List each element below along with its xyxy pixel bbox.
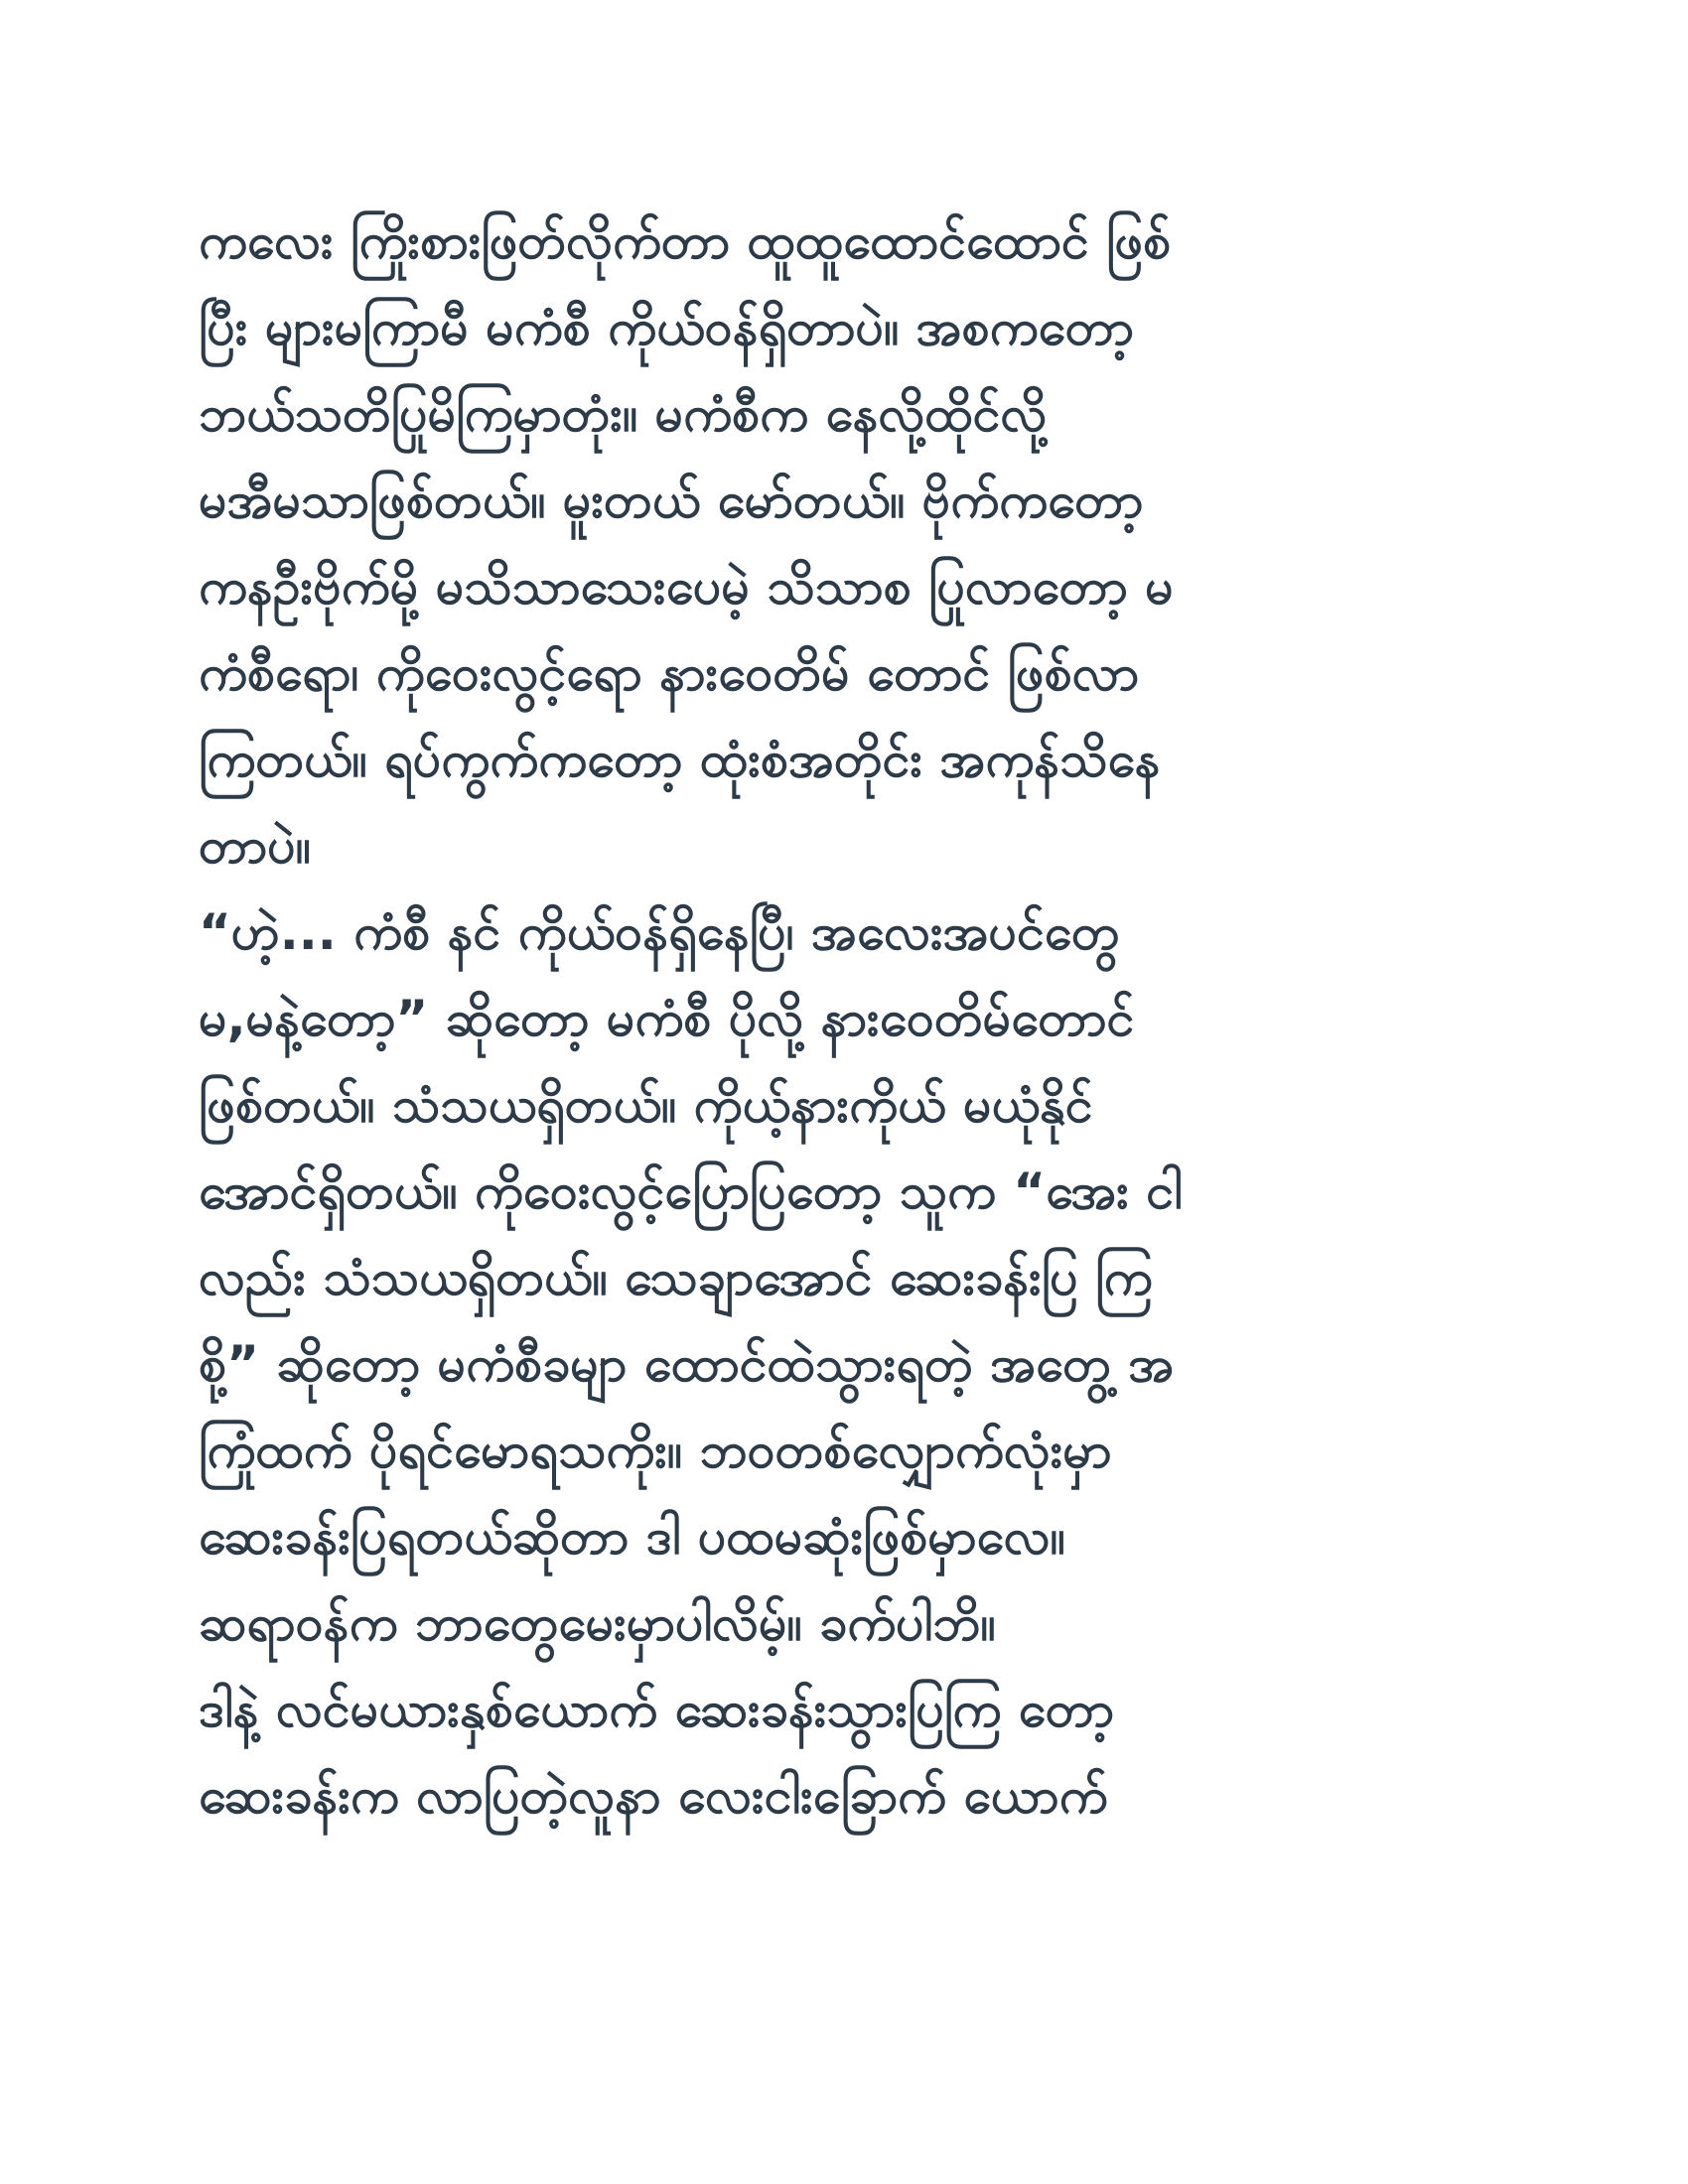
text-line-9: “ဟဲ့... ကံစီ နင် ကိုယ်ဝန်ရှိနေပြီ၊ အလေးအပင်တွေ xyxy=(199,903,1120,961)
text-line-15: ကြုံထက် ပိုရင်မောရသကိုး။ ဘဝတစ်လျှောက်လုံးမှာ xyxy=(199,1422,1112,1479)
body-text xyxy=(199,199,1489,1840)
text-line-8: တာပဲ။ xyxy=(199,817,311,875)
text-line-10: မ,မနဲ့တော့” ဆိုတော့ မကံစီ ပိုလို့ နားဝေတိမ်တောင် xyxy=(199,990,1135,1047)
text-line-11: ဖြစ်တယ်။ သံသယရှိတယ်။ ကိုယ့်နားကိုယ် မယုံနိုင် xyxy=(199,1076,1093,1134)
text-line-12: အောင်ရှိတယ်။ ကိုဝေးလွင့်ပြောပြတော့ သူက “အေး ငါ xyxy=(199,1162,1183,1220)
text-line-17: ဆရာဝန်က ဘာတွေမေးမှာပါလိမ့်။ ခက်ပါဘိ။ xyxy=(199,1594,996,1652)
text-line-18: ဒါနဲ့ လင်မယားနှစ်ယောက် ဆေးခန်းသွားပြကြ တော့ xyxy=(199,1681,1115,1738)
text-line-7: ကြတယ်။ ရပ်ကွက်ကတော့ ထုံးစံအတိုင်း အကုန်သိနေ xyxy=(199,731,1161,788)
text-line-1: ကလေး ကြိုးစားဖြတ်လိုက်တာ ထူထူထောင်ထောင် ဖြစ် xyxy=(199,212,1172,270)
text-line-13: လည်း သံသယရှိတယ်။ သေချာအောင် ဆေးခန်းပြ ကြ xyxy=(199,1249,1153,1306)
text-line-6: ကံစီရော၊ ကိုဝေးလွင့်ရော နားဝေတိမ် တောင် ဖြစ်လာ xyxy=(199,644,1140,702)
text-line-5: ကနဦးဗိုက်မို့ မသိသာသေးပေမဲ့ သိသာစ ပြုလာတော့ မ xyxy=(199,558,1174,615)
text-line-16: ဆေးခန်းပြရတယ်ဆိုတာ ဒါ ပထမဆုံးဖြစ်မှာလေ။ xyxy=(199,1508,1065,1566)
text-line-4: မအီမသာဖြစ်တယ်။ မူးတယ် မော်တယ်။ ဗိုက်ကတော့ xyxy=(199,472,1144,529)
text-line-3: ဘယ်သတိပြုမိကြမှာတုံး။ မကံစီက နေလို့ထိုင်လို့ xyxy=(199,385,1048,443)
text-line-14: စို့” ဆိုတော့ မကံစီခမျာ ထောင်ထဲသွားရတဲ့ အတွေ့ အ xyxy=(199,1335,1175,1393)
text-line-19: ဆေးခန်းက လာပြတဲ့လူနာ လေးငါးခြောက် ယောက် xyxy=(199,1767,1108,1825)
text-line-2: ပြီး များမကြာမီ မကံစီ ကိုယ်ဝန်ရှိတာပဲ။ အစကတော့ xyxy=(199,299,1134,356)
